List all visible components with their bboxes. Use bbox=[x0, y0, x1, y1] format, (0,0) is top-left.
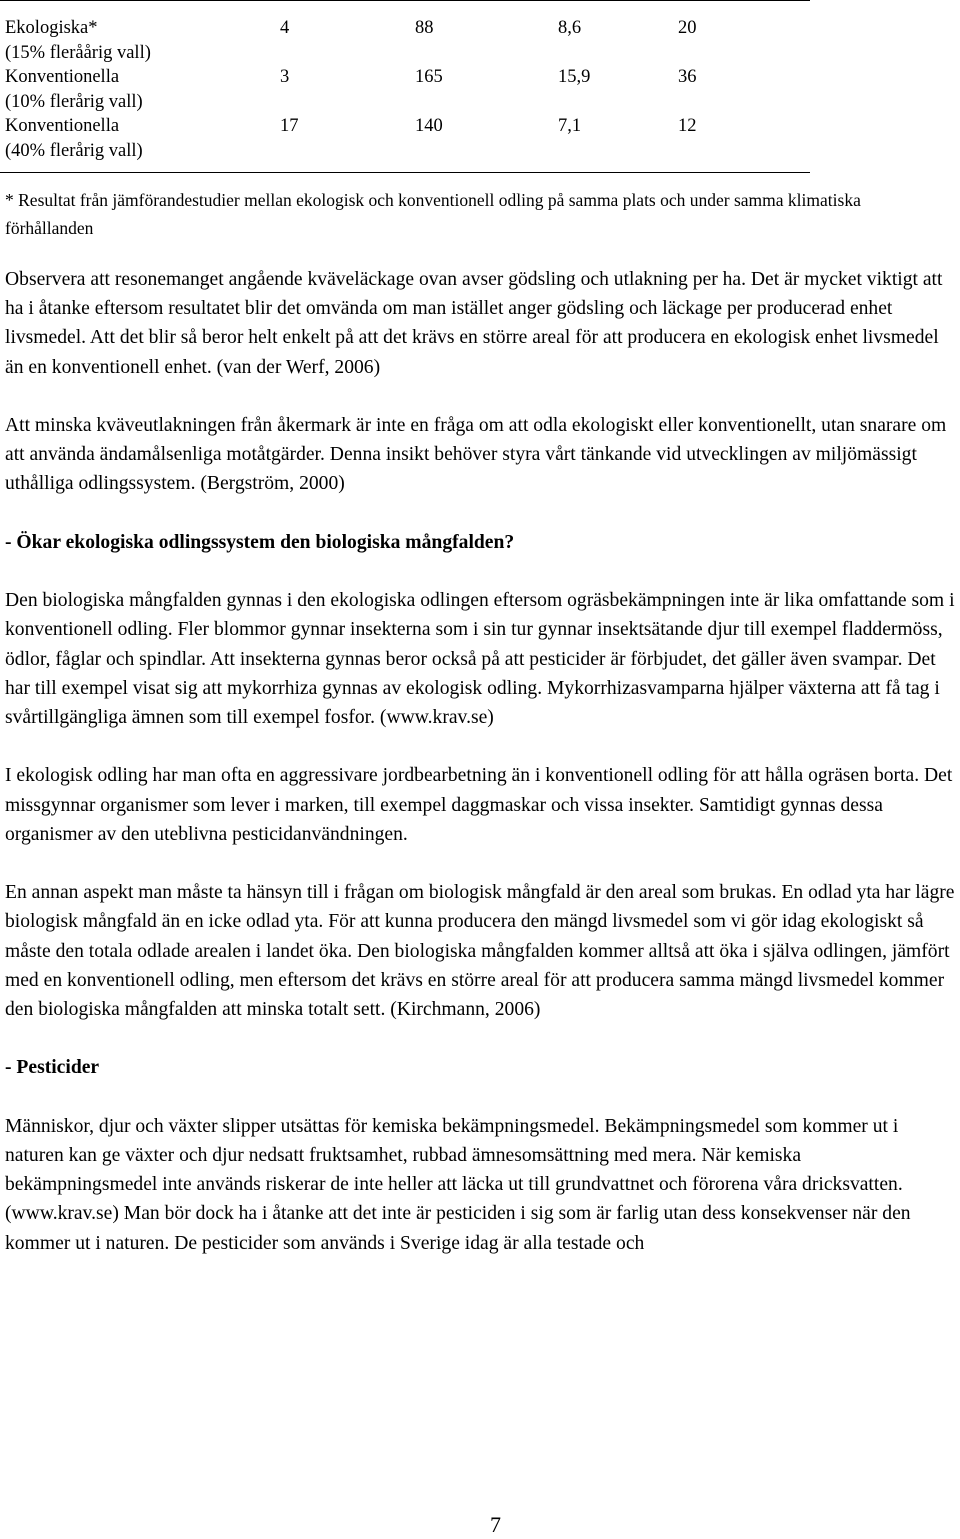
table-top-rule bbox=[0, 0, 810, 1]
table-cell: 12 bbox=[678, 116, 697, 136]
table-cell: 140 bbox=[415, 116, 443, 136]
section-heading: - Ökar ekologiska odlingssystem den biologiska mångfalden? bbox=[5, 531, 515, 553]
row-label: Ekologiska* bbox=[5, 18, 98, 38]
paragraph: En annan aspekt man måste ta hänsyn till i frågan om biologisk mångfald är den areal som brukas. En odlad yta har lägre biologisk mångfald än en icke odlad yta. För att kunna producera den mängd livsmedel som vi gör idag ekologiskt så måste den totala odlade arealen i landet öka. Den biologiska mångfalden kommer alltså att öka i själva odlingen, jämfört med en konventionell odling, men eftersom det krävs en större areal för att producera samma mängd livsmedel kommer den biologiska mångfalden att minska totalt sett. (Kirchmann, 2006) bbox=[5, 882, 955, 1020]
row-label: Konventionella bbox=[5, 116, 120, 136]
paragraph: Människor, djur och växter slipper utsättas för kemiska bekämpningsmedel. Bekämpningsmedel som kommer ut i naturen kan ge växter och djur nedsatt fruktsamhet, rubbad ämnesomsättning med mera. När kemiska bekämpningsmedel inte används riskerar de inte heller att läcka ut till grundvattnet och förorena våra dricksvatten. (www.krav.se) Man bör dock ha i åtanke att det inte är pesticiden i sig som är farlig utan dess konsekvenser när den kommer ut i naturen. De pesticider som används i Sverige idag är alla testade och bbox=[5, 1115, 911, 1254]
table-cell: 4 bbox=[280, 18, 290, 38]
section-heading: - Pesticider bbox=[5, 1057, 100, 1079]
body-text bbox=[5, 265, 957, 1287]
comparison-table bbox=[5, 16, 697, 163]
row-label: Konventionella bbox=[5, 67, 120, 87]
table-cell: 36 bbox=[678, 67, 697, 87]
row-sublabel: (15% fleråårig vall) bbox=[5, 42, 151, 63]
table-footnote: * Resultat från jämförandestudier mellan ekologisk och konventionell odling på samma plats och under samma klimatiska förhållanden bbox=[5, 190, 861, 238]
row-label-cell bbox=[5, 65, 280, 114]
table-cell: 7,1 bbox=[558, 116, 582, 136]
paragraph: Att minska kväveutlakningen från åkermark är inte en fråga om att odla ekologiskt eller konventionellt, utan snarare om att använda ändamålsenliga motåtgärder. Denna insikt behöver styra vårt tänkande vid utvecklingen av miljömässigt uthålliga odlingssystem. (Bergström, 2000) bbox=[5, 415, 947, 495]
table-cell: 165 bbox=[415, 67, 443, 87]
row-label-cell bbox=[5, 16, 280, 65]
table-cell: 15,9 bbox=[558, 67, 591, 87]
row-label-cell bbox=[5, 114, 280, 163]
table-bottom-rule bbox=[0, 172, 810, 173]
table-row bbox=[5, 114, 697, 163]
row-sublabel: (10% flerårig vall) bbox=[5, 91, 143, 112]
table-cell: 8,6 bbox=[558, 18, 582, 38]
page-number: 7 bbox=[490, 1512, 501, 1537]
paragraph: Observera att resonemanget angående kväveläckage ovan avser gödsling och utlakning per ha. Det är mycket viktigt att ha i åtanke eftersom resultatet blir det omvända om man istället anger gödsling och läckage per producerad enhet livsmedel. Att det blir så beror helt enkelt på att det krävs en större areal för att producera en ekologisk enhet livsmedel än en konventionell enhet. (van der Werf, 2006) bbox=[5, 269, 943, 378]
table-row bbox=[5, 65, 697, 114]
table-cell: 88 bbox=[415, 18, 434, 38]
table-cell: 17 bbox=[280, 116, 299, 136]
paragraph: I ekologisk odling har man ofta en aggressivare jordbearbetning än i konventionell odling för att hålla ogräsen borta. Det missgynnar organismer som lever i marken, till exempel daggmaskar och vissa insekter. Samtidigt gynnas dessa organismer av den uteblivna pesticidanvändningen. bbox=[5, 765, 953, 845]
table-row bbox=[5, 16, 697, 65]
table-cell: 3 bbox=[280, 67, 290, 87]
table-cell: 20 bbox=[678, 18, 697, 38]
paragraph: Den biologiska mångfalden gynnas i den ekologiska odlingen eftersom ogräsbekämpningen inte är lika omfattande som i konventionell odling. Fler blommor gynnar insekterna som i sin tur gynnar insektsätande djur till exempel fladdermöss, ödlor, fåglar och spindlar. Att insekterna gynnas beror också på att pesticider är förbjudet, det gäller även svampar. Det har till exempel visat sig att mykorrhiza gynnas av ekologisk odling. Mykorrhizasvamparna hjälper växterna att få tag i svårtillgängliga ämnen som till exempel fosfor. (www.krav.se) bbox=[5, 590, 955, 728]
row-sublabel: (40% flerårig vall) bbox=[5, 140, 143, 161]
